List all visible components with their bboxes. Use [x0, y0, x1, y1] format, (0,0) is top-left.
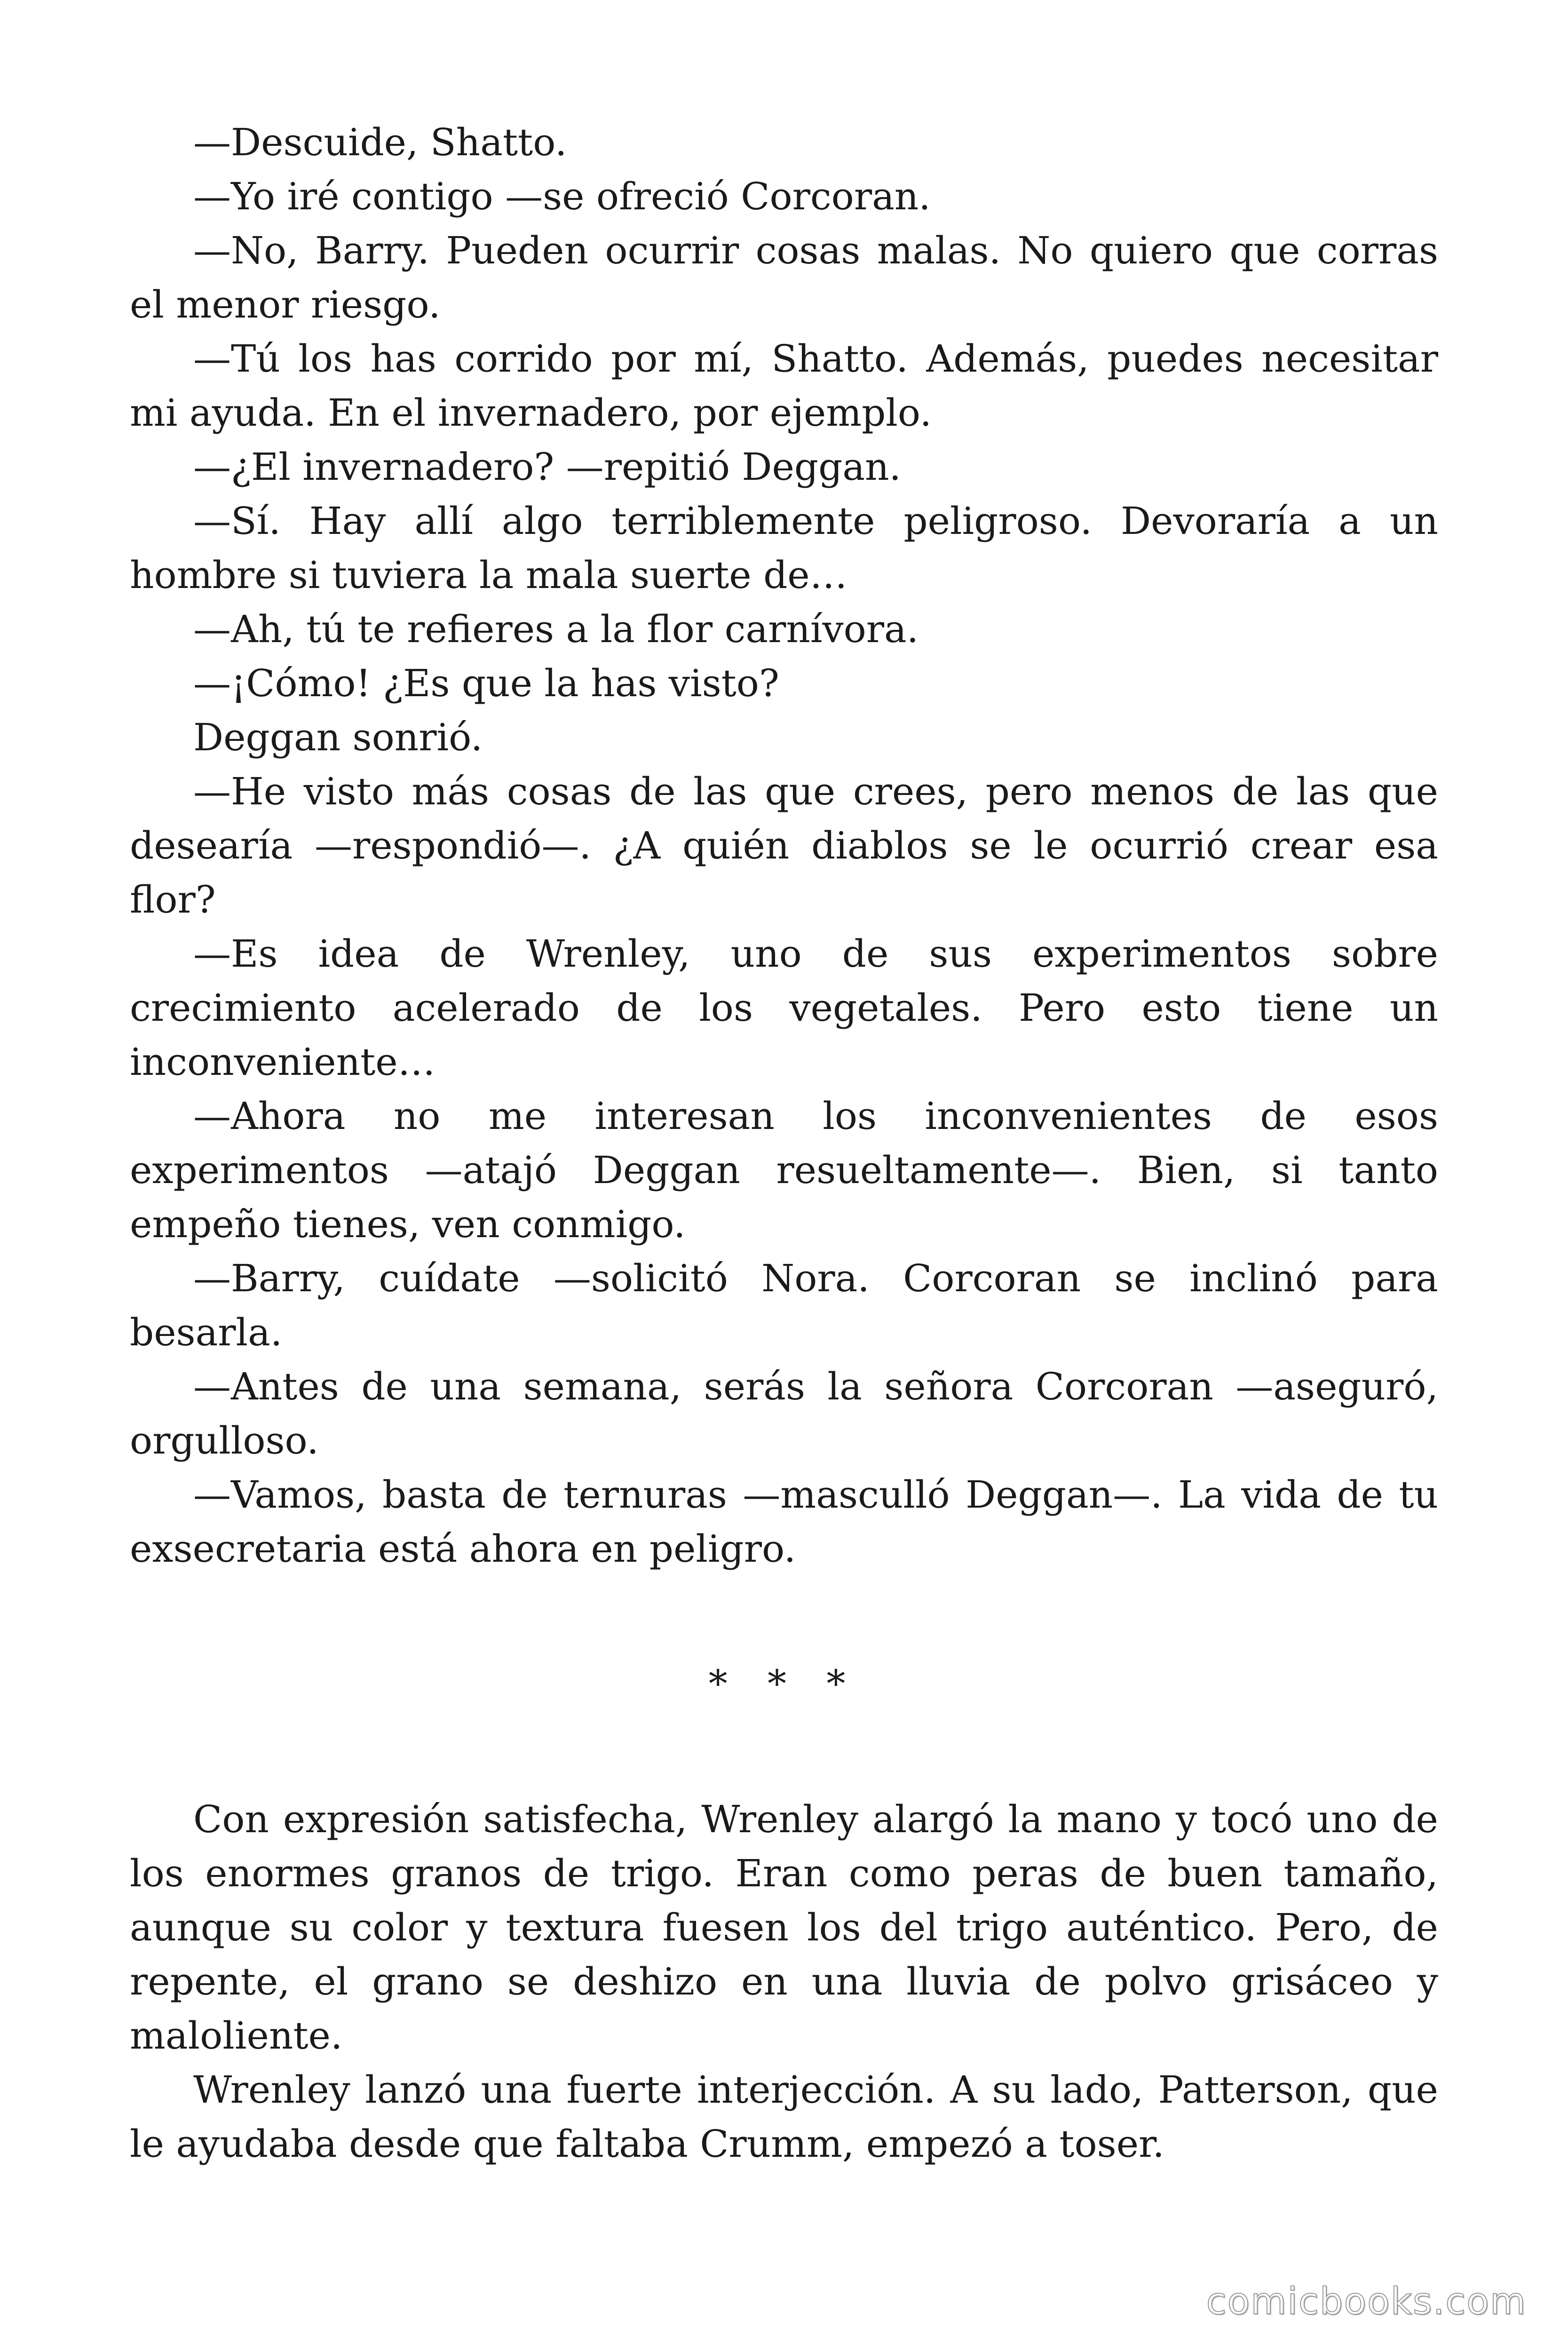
paragraph: —Tú los has corrido por mí, Shatto. Además, puedes necesitar mi ayuda. En el invernadero, por ejemplo.	[130, 337, 1438, 435]
site-watermark: comicbooks.com	[1206, 2280, 1527, 2323]
paragraph: —Es idea de Wrenley, uno de sus experimentos sobre crecimiento acelerado de los vegetales. Pero esto tiene un inconveniente…	[130, 932, 1438, 1084]
paragraph: —Yo iré contigo —se ofreció Corcoran.	[193, 175, 931, 218]
book-page-text	[130, 115, 1438, 2171]
paragraph: —¿El invernadero? —repitió Deggan.	[193, 445, 901, 489]
paragraph: —No, Barry. Pueden ocurrir cosas malas. No quiero que corras el menor riesgo.	[130, 229, 1438, 326]
paragraph: Con expresión satisfecha, Wrenley alargó la mano y tocó uno de los enormes granos de trigo. Eran como peras de buen tamaño, aunque su color y textura fuesen los del trigo auténtico. Pero, de repente, el grano se deshizo en una lluvia de polvo grisáceo y maloliente.	[130, 1797, 1438, 2058]
paragraph: —Antes de una semana, serás la señora Corcoran —aseguró, orgulloso.	[130, 1365, 1438, 1462]
paragraph: Deggan sonrió.	[193, 715, 483, 759]
paragraph: —Ahora no me interesan los inconvenientes de esos experimentos —atajó Deggan resueltamente—. Bien, si tanto empeño tienes, ven conmigo.	[130, 1094, 1438, 1246]
paragraph: —Barry, cuídate —solicitó Nora. Corcoran se inclinó para besarla.	[130, 1256, 1438, 1354]
section-separator: * * *	[708, 1662, 860, 1706]
paragraph: —He visto más cosas de las que crees, pero menos de las que desearía —respondió—. ¿A quién diablos se le ocurrió crear esa flor?	[130, 770, 1438, 922]
paragraph: —Ah, tú te refieres a la flor carnívora.	[193, 607, 919, 651]
paragraph: —¡Cómo! ¿Es que la has visto?	[193, 661, 779, 705]
paragraph: Wrenley lanzó una fuerte interjección. A su lado, Patterson, que le ayudaba desde que faltaba Crumm, empezó a toser.	[130, 2068, 1438, 2166]
paragraph: —Descuide, Shatto.	[193, 120, 567, 164]
paragraph: —Vamos, basta de ternuras —masculló Deggan—. La vida de tu exsecretaria está ahora en peligro.	[130, 1473, 1438, 1571]
paragraph: —Sí. Hay allí algo terriblemente peligroso. Devoraría a un hombre si tuviera la mala suerte de…	[130, 499, 1438, 597]
